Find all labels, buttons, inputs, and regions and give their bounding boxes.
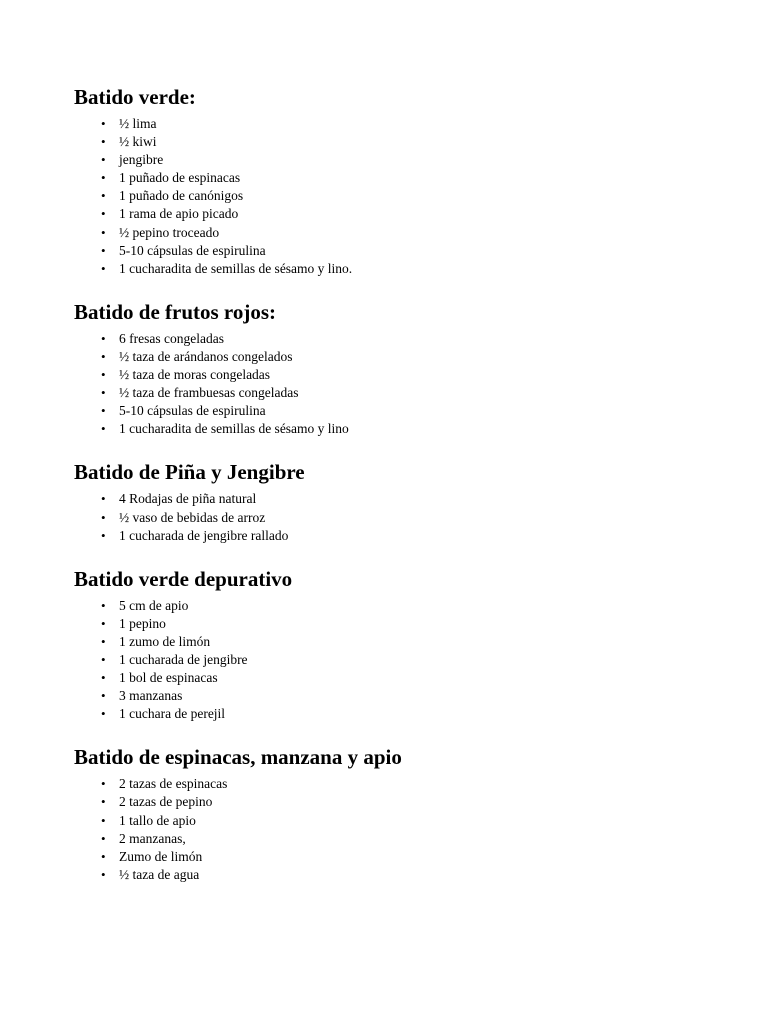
bullet-icon: • <box>101 421 106 437</box>
ingredient-list <box>74 330 734 439</box>
list-item <box>74 205 734 223</box>
list-item <box>74 115 734 133</box>
bullet-icon: • <box>101 385 106 401</box>
bullet-icon: • <box>101 509 106 525</box>
list-item <box>74 224 734 242</box>
list-item-text: 1 cuchara de perejil <box>119 706 226 722</box>
list-item <box>74 615 734 633</box>
list-item <box>74 242 734 260</box>
list-item-text: ½ vaso de bebidas de arroz <box>119 509 266 525</box>
bullet-icon: • <box>101 367 106 383</box>
list-item <box>74 384 734 402</box>
list-item-text: ½ kiwi <box>119 134 157 150</box>
recipe-batido-frutos-rojos <box>74 298 734 439</box>
ingredient-list <box>74 115 734 278</box>
bullet-icon: • <box>101 188 106 204</box>
list-item-text: 5-10 cápsulas de espirulina <box>119 403 266 419</box>
bullet-icon: • <box>101 491 106 507</box>
list-item <box>74 812 734 830</box>
list-item <box>74 133 734 151</box>
list-item <box>74 490 734 508</box>
bullet-icon: • <box>101 794 106 810</box>
bullet-icon: • <box>101 330 106 346</box>
bullet-icon: • <box>101 812 106 828</box>
list-item <box>74 651 734 669</box>
list-item-text: 1 bol de espinacas <box>119 670 218 686</box>
list-item-text: 5-10 cápsulas de espirulina <box>119 242 266 258</box>
section-heading: Batido de espinacas, manzana y apio <box>74 745 402 770</box>
list-item <box>74 848 734 866</box>
bullet-icon: • <box>101 527 106 543</box>
list-item <box>74 705 734 723</box>
list-item-text: ½ pepino troceado <box>119 224 220 240</box>
bullet-icon: • <box>101 403 106 419</box>
list-item <box>74 527 734 545</box>
list-item <box>74 687 734 705</box>
list-item <box>74 330 734 348</box>
list-item-text: ½ lima <box>119 116 157 131</box>
bullet-icon: • <box>101 152 106 168</box>
list-item-text: 5 cm de apio <box>119 597 189 613</box>
list-item <box>74 509 734 527</box>
list-item <box>74 187 734 205</box>
list-item-text: 1 pepino <box>119 615 166 631</box>
list-item-text: 2 tazas de pepino <box>119 794 213 810</box>
list-item-text: 1 tallo de apio <box>119 812 196 828</box>
list-item <box>74 260 734 278</box>
list-item <box>74 366 734 384</box>
bullet-icon: • <box>101 633 106 649</box>
list-item-text: Zumo de limón <box>119 848 203 864</box>
list-item <box>74 420 734 438</box>
section-heading: Batido verde depurativo <box>74 566 293 591</box>
bullet-icon: • <box>101 830 106 846</box>
list-item-text: 1 cucharada de jengibre rallado <box>119 527 289 543</box>
bullet-icon: • <box>101 597 106 613</box>
list-item-text: 6 fresas congeladas <box>119 330 224 346</box>
list-item <box>74 633 734 651</box>
list-item <box>74 348 734 366</box>
recipe-batido-verde-depurativo <box>74 565 734 724</box>
list-item-text: 1 puñado de canónigos <box>119 188 244 204</box>
list-item-text: 2 manzanas, <box>119 830 186 846</box>
bullet-icon: • <box>101 206 106 222</box>
list-item-text: 4 Rodajas de piña natural <box>119 491 257 507</box>
bullet-icon: • <box>101 134 106 150</box>
list-item <box>74 169 734 187</box>
list-item-text: 1 cucharadita de semillas de sésamo y lino. <box>119 260 353 276</box>
bullet-icon: • <box>101 116 106 131</box>
list-item-text: 3 manzanas <box>119 688 183 704</box>
list-item <box>74 669 734 687</box>
list-item-text: ½ taza de arándanos congelados <box>119 348 293 364</box>
bullet-icon: • <box>101 170 106 186</box>
bullet-icon: • <box>101 848 106 864</box>
section-heading: Batido de frutos rojos: <box>74 299 277 324</box>
bullet-icon: • <box>101 615 106 631</box>
bullet-icon: • <box>101 224 106 240</box>
recipe-batido-pina-jengibre <box>74 458 734 544</box>
bullet-icon: • <box>101 866 106 882</box>
ingredient-list <box>74 490 734 544</box>
bullet-icon: • <box>101 776 106 792</box>
bullet-icon: • <box>101 242 106 258</box>
recipe-batido-verde <box>74 83 734 278</box>
bullet-icon: • <box>101 670 106 686</box>
ingredient-list <box>74 775 734 884</box>
bullet-icon: • <box>101 651 106 667</box>
section-heading: Batido de Piña y Jengibre <box>74 460 305 485</box>
list-item <box>74 775 734 793</box>
bullet-icon: • <box>101 348 106 364</box>
recipe-batido-espinacas-manzana-apio <box>74 743 734 884</box>
list-item-text: 1 zumo de limón <box>119 633 211 649</box>
list-item-text: 1 cucharadita de semillas de sésamo y lino <box>119 421 349 437</box>
list-item-text: jengibre <box>119 152 164 168</box>
list-item-text: 1 rama de apio picado <box>119 206 239 222</box>
list-item-text: 1 cucharada de jengibre <box>119 651 248 667</box>
list-item <box>74 597 734 615</box>
bullet-icon: • <box>101 260 106 276</box>
list-item <box>74 830 734 848</box>
list-item-text: ½ taza de agua <box>119 866 200 882</box>
list-item-text: 1 puñado de espinacas <box>119 170 241 186</box>
list-item-text: ½ taza de frambuesas congeladas <box>119 385 299 401</box>
ingredient-list <box>74 597 734 724</box>
bullet-icon: • <box>101 706 106 722</box>
bullet-icon: • <box>101 688 106 704</box>
list-item-text: 2 tazas de espinacas <box>119 776 228 792</box>
list-item <box>74 866 734 884</box>
list-item-text: ½ taza de moras congeladas <box>119 367 271 383</box>
section-heading: Batido verde: <box>74 85 196 109</box>
list-item <box>74 151 734 169</box>
document-page <box>74 83 734 884</box>
list-item <box>74 793 734 811</box>
list-item <box>74 402 734 420</box>
